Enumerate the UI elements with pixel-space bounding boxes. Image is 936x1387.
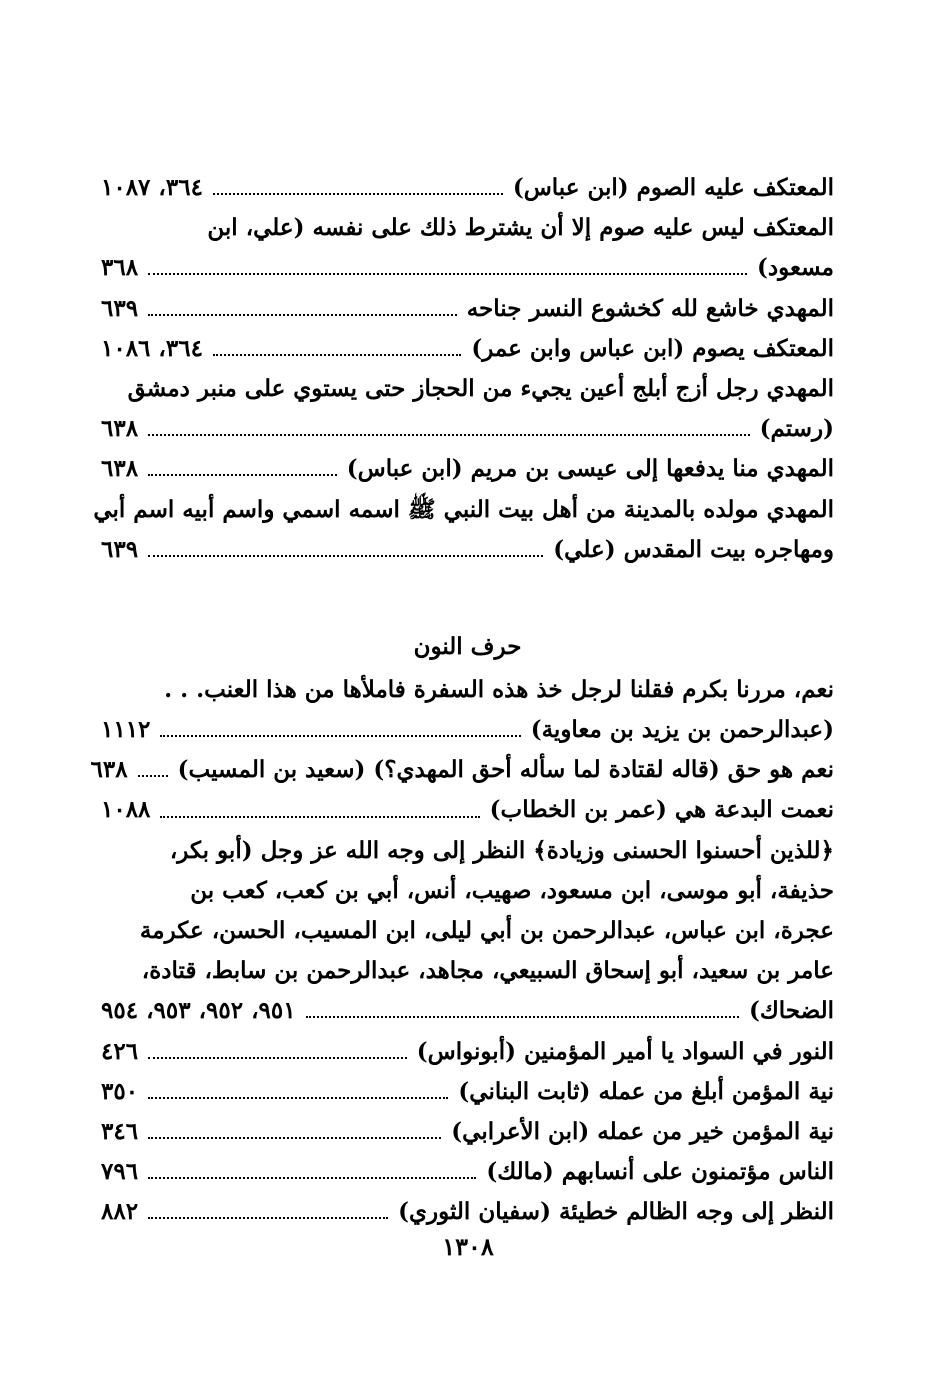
entry-text: النظر إلى وجه الظالم خطيئة (سفيان الثوري) — [398, 1198, 834, 1226]
entry-text: الضحاك) — [748, 997, 834, 1025]
entry-text: المهدي رجل أزج أبلج أعين يجيء من الحجاز حتى يستوي على منبر دمشق — [127, 374, 834, 402]
entry-text: المهدي مولده بالمدينة من أهل بيت النبي ﷺ اسمه اسمي واسم أبيه اسم أبي — [93, 495, 834, 523]
dot-leader — [213, 354, 461, 356]
entry-page-ref: ٨٨٢ — [101, 1198, 139, 1226]
index-entry-line — [101, 951, 834, 991]
dot-leader — [213, 193, 503, 195]
entry-page-ref: ٦٣٨ — [101, 455, 139, 483]
index-entry-line — [101, 1072, 834, 1112]
index-entry-line — [101, 248, 834, 288]
index-entry-line — [101, 369, 834, 409]
index-entry-line — [101, 710, 834, 750]
entry-text: النور في السواد يا أمير المؤمنين (أبونواس) — [416, 1037, 834, 1065]
index-entry-line — [101, 168, 834, 208]
index-column — [90, 168, 834, 1233]
entry-text: المعتكف ليس عليه صوم إلا أن يشترط ذلك على نفسه (علي، ابن — [207, 214, 834, 242]
entry-text: نية المؤمن أبلغ من عمله (ثابت البناني) — [458, 1077, 834, 1105]
entry-page-ref: ١٠٨٨ — [101, 796, 151, 824]
page-number: ١٣٠٨ — [442, 1232, 494, 1261]
index-entry-line — [101, 911, 834, 951]
entry-text: المعتكف عليه الصوم (ابن عباس) — [512, 174, 834, 201]
entry-page-ref: ٣٦٤، ١٠٨٧ — [101, 174, 203, 201]
entry-text: (رستم) — [759, 415, 834, 443]
entry-text: (عبدالرحمن بن يزيد بن معاوية) — [530, 716, 834, 744]
entry-page-ref: ١١١٢ — [101, 716, 151, 744]
index-entry-line — [93, 490, 834, 530]
index-entry-line — [101, 1112, 834, 1152]
dot-leader — [160, 816, 479, 818]
index-entry-line — [101, 449, 834, 489]
dot-leader — [148, 1217, 388, 1219]
entry-text: المهدي خاشع لله كخشوع النسر جناحه — [466, 294, 834, 322]
dot-leader — [138, 775, 168, 777]
index-entry-line — [101, 530, 834, 570]
entry-text: المعتكف يصوم (ابن عباس وابن عمر) — [471, 334, 834, 362]
index-entry-line — [101, 991, 834, 1031]
dot-leader — [148, 1097, 448, 1099]
entry-page-ref: ٦٣٩ — [101, 535, 139, 563]
section-gap — [101, 570, 834, 624]
entry-page-ref: ٣٦٤، ١٠٨٦ — [101, 334, 203, 362]
index-entry-line — [101, 871, 834, 911]
entry-text: نية المؤمن خير من عمله (ابن الأعرابي) — [451, 1117, 834, 1145]
entry-text: نعم هو حق (قاله لقتادة لما سأله أحق المهدي؟) (سعيد بن المسيب) — [177, 756, 834, 784]
index-entry-line — [101, 1192, 834, 1232]
dot-leader — [148, 314, 457, 316]
entry-page-ref: ٦٣٨ — [101, 415, 139, 443]
entry-page-ref: ٧٩٦ — [101, 1158, 139, 1186]
index-entry-line — [101, 289, 834, 329]
index-entry-line — [101, 409, 834, 449]
entry-page-ref: ٣٦٨ — [101, 254, 139, 282]
entry-text: ومهاجره بيت المقدس (علي) — [553, 535, 834, 563]
entries-nun — [90, 670, 834, 1233]
dot-leader — [148, 555, 543, 557]
index-entry-line — [101, 670, 834, 710]
index-entry-line — [101, 329, 834, 369]
index-entry-line — [101, 1032, 834, 1072]
entry-text: حذيفة، أبو موسى، ابن مسعود، صهيب، أنس، أبي بن كعب، كعب بن — [190, 876, 834, 904]
section-title: حرف النون — [413, 632, 522, 660]
entry-page-ref: ٦٣٨ — [90, 756, 128, 784]
index-entry-line — [101, 790, 834, 830]
index-entry-line — [90, 750, 834, 790]
entry-page-ref: ٣٥٠ — [101, 1077, 139, 1105]
index-entry-line — [101, 831, 834, 871]
entry-text: الناس مؤتمنون على أنسابهم (مالك) — [486, 1158, 834, 1186]
entry-text: نعمت البدعة هي (عمر بن الخطاب) — [489, 796, 834, 824]
entries-mim — [93, 168, 834, 570]
entry-text: عامر بن سعيد، أبو إسحاق السبيعي، مجاهد، عبدالرحمن بن سابط، قتادة، — [141, 957, 834, 985]
entry-text: عجرة، ابن عباس، عبدالرحمن بن أبي ليلى، ابن المسيب، الحسن، عكرمة — [139, 917, 834, 944]
entry-page-ref: ٤٢٦ — [101, 1037, 139, 1065]
dot-leader — [148, 1137, 441, 1139]
entry-text: مسعود) — [757, 254, 834, 282]
dot-leader — [148, 273, 747, 275]
dot-leader — [148, 474, 337, 476]
index-entry-line — [101, 208, 834, 248]
index-entry-line — [101, 1152, 834, 1192]
dot-leader — [148, 1057, 407, 1059]
entry-page-ref: ٦٣٩ — [101, 294, 139, 322]
entry-text: نعم، مررنا بكرم فقلنا لرجل خذ هذه السفرة فاملأها من هذا العنب. . . — [164, 675, 834, 703]
dot-leader — [160, 735, 520, 737]
entry-page-ref: ٣٤٦ — [101, 1117, 139, 1145]
entry-page-ref: ٩٥١، ٩٥٢، ٩٥٣، ٩٥٤ — [101, 997, 296, 1025]
dot-leader — [148, 434, 750, 436]
dot-leader — [148, 1177, 476, 1179]
entry-text: ﴿للذين أحسنوا الحسنى وزيادة﴾ النظر إلى وجه الله عز وجل (أبو بكر، — [169, 836, 834, 864]
entry-text: المهدي منا يدفعها إلى عيسى بن مريم (ابن عباس) — [346, 455, 834, 483]
dot-leader — [306, 1016, 739, 1018]
